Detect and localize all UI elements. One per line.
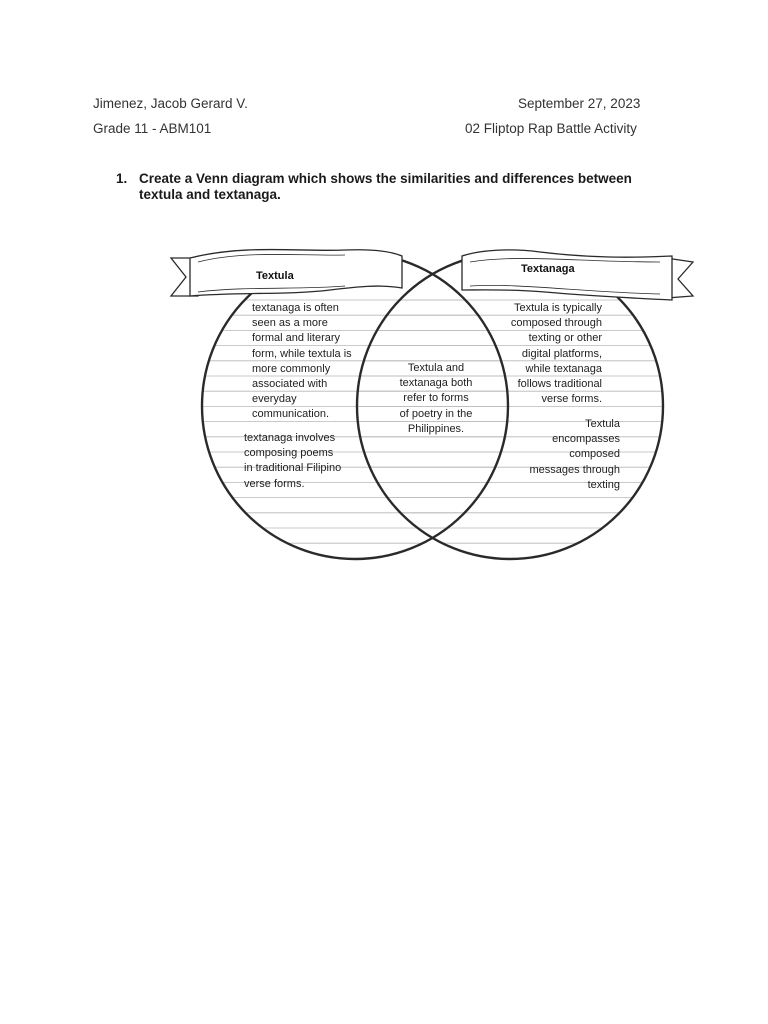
- textanaga-title: Textanaga: [521, 263, 575, 275]
- right-ribbon-banner: [462, 250, 693, 300]
- left-region-text-1: textanaga is often seen as a more formal and literary form, while textula is more commonly associated with everyday communication.: [252, 302, 352, 421]
- question-number: 1.: [116, 171, 128, 186]
- textula-title: Textula: [256, 270, 294, 282]
- activity-title: 02 Fliptop Rap Battle Activity: [465, 121, 637, 136]
- center-region-text: Textula and textanaga both refer to forms of poetry in the Philippines.: [399, 362, 473, 435]
- grade-section: Grade 11 - ABM101: [93, 121, 212, 136]
- submission-date: September 27, 2023: [518, 96, 641, 111]
- student-name: Jimenez, Jacob Gerard V.: [93, 96, 248, 111]
- right-region-text-2: Textula encompasses composed messages through texting: [529, 418, 620, 491]
- question-text: Create a Venn diagram which shows the similarities and differences between textula and textanaga.: [139, 171, 632, 202]
- left-region-text-2: textanaga involves composing poems in traditional Filipino verse forms.: [244, 432, 342, 490]
- right-region-text-1: Textula is typically composed through texting or other digital platforms, while textanaga follows traditional verse forms.: [510, 302, 602, 406]
